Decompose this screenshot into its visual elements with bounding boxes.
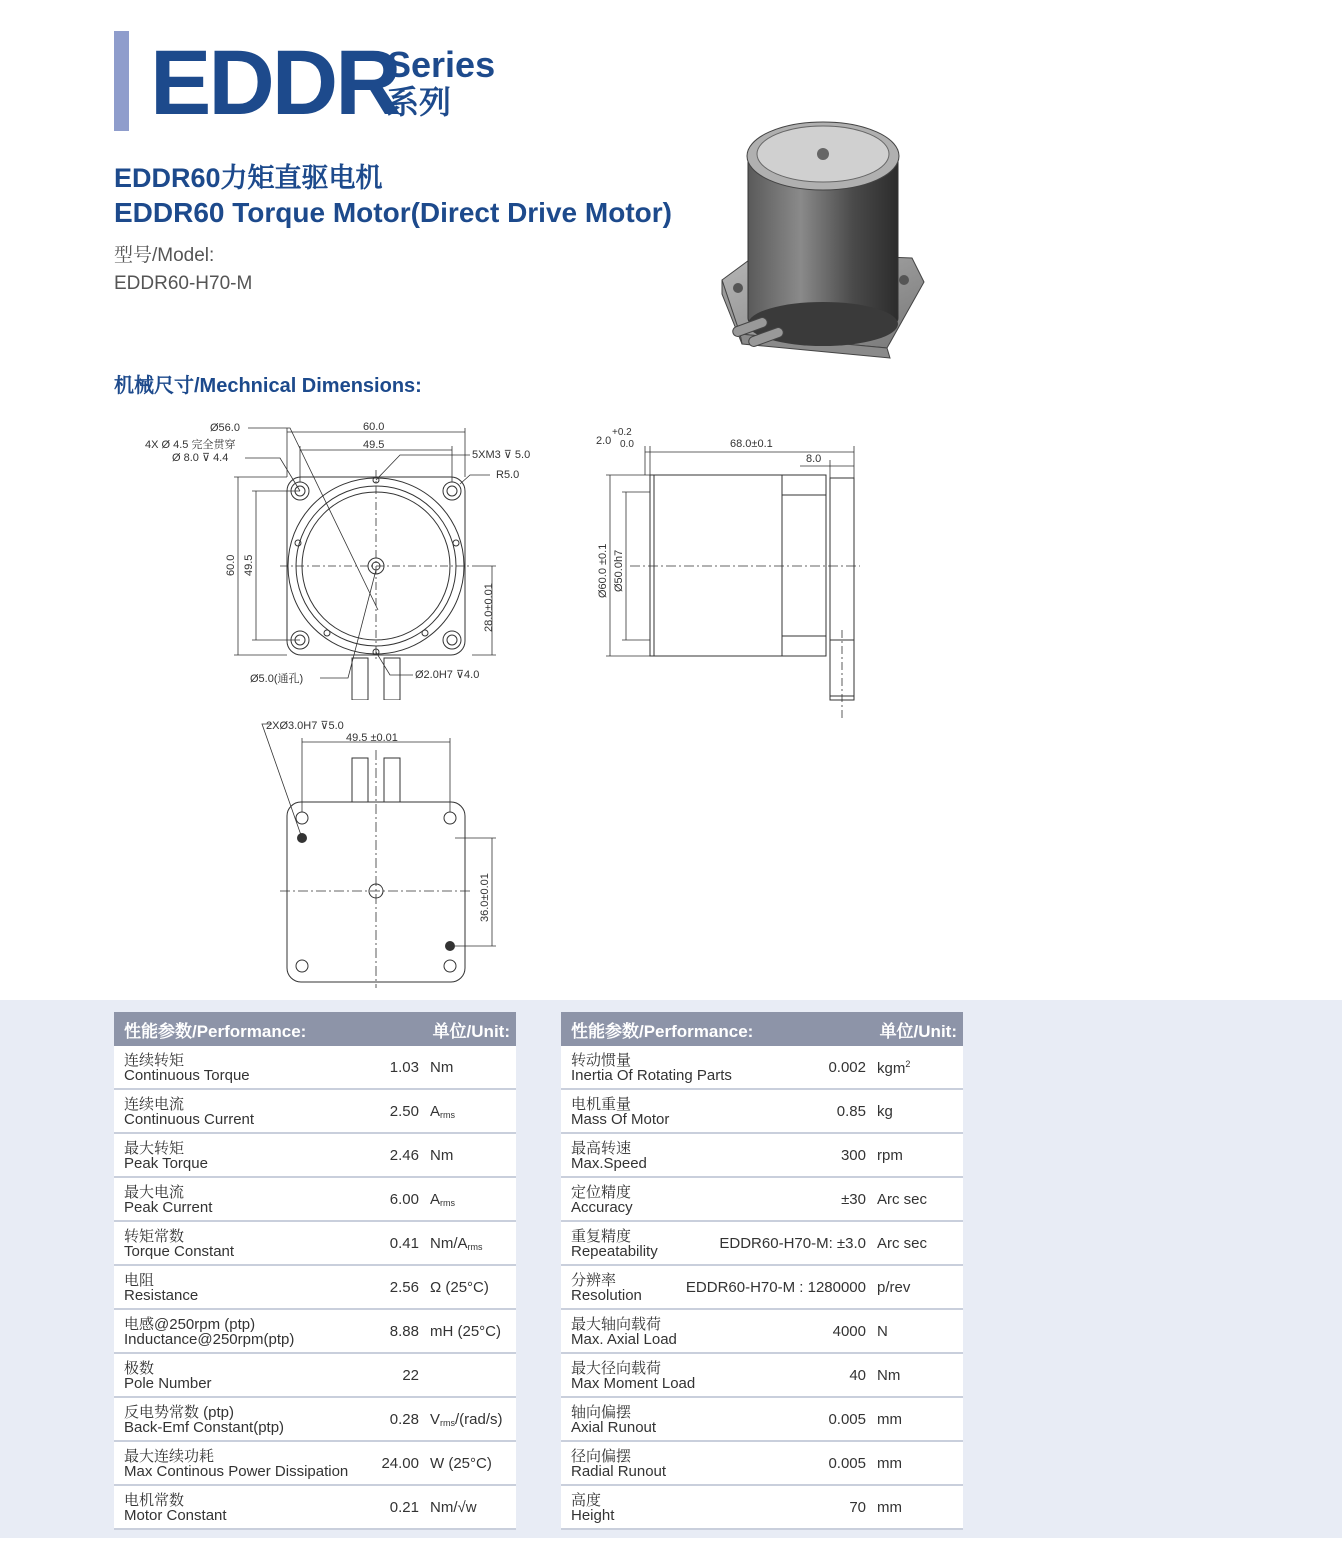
param-name-zh: 电机重量 bbox=[571, 1096, 632, 1113]
unit-subscript: rms bbox=[440, 1110, 456, 1120]
front-dim-d2: Ø2.0H7 ⊽4.0 bbox=[415, 669, 480, 681]
unit-base: Ω (25°C) bbox=[430, 1279, 489, 1296]
param-unit bbox=[430, 1103, 455, 1120]
param-name-zh: 最大连续功耗 bbox=[124, 1448, 215, 1465]
table-row bbox=[114, 1310, 516, 1354]
param-unit bbox=[877, 1059, 910, 1077]
param-name-zh: 电阻 bbox=[124, 1272, 155, 1289]
param-name-zh: 转矩常数 bbox=[124, 1228, 185, 1245]
side-dim-length: 68.0±0.1 bbox=[730, 438, 773, 450]
brand-logo: EDDR bbox=[150, 32, 399, 134]
table-row bbox=[114, 1354, 516, 1398]
unit-base: A bbox=[430, 1103, 441, 1120]
unit-superscript: 2 bbox=[905, 1059, 911, 1069]
param-unit bbox=[877, 1279, 910, 1296]
table-row bbox=[561, 1134, 963, 1178]
table-row bbox=[561, 1486, 963, 1530]
front-view-drawing bbox=[130, 410, 550, 700]
param-name-zh: 连续电流 bbox=[124, 1096, 185, 1113]
param-name-zh: 转动惯量 bbox=[571, 1052, 632, 1069]
param-unit bbox=[877, 1323, 888, 1340]
table-row bbox=[561, 1046, 963, 1090]
performance-table-right bbox=[561, 1012, 963, 1530]
table-header-label: 性能参数/Performance: bbox=[571, 1021, 754, 1041]
unit-base: p/rev bbox=[877, 1279, 911, 1296]
param-value: 0.21 bbox=[389, 1499, 419, 1516]
table-row bbox=[561, 1310, 963, 1354]
param-unit bbox=[430, 1323, 501, 1340]
param-value: 70 bbox=[849, 1499, 866, 1516]
side-view-drawing bbox=[590, 420, 870, 720]
model-label: 型号/Model: bbox=[114, 245, 215, 266]
table-row bbox=[114, 1046, 516, 1090]
unit-base: mm bbox=[877, 1455, 902, 1472]
param-unit bbox=[430, 1191, 455, 1208]
unit-base: mm bbox=[877, 1411, 902, 1428]
front-dim-w60: 60.0 bbox=[363, 421, 385, 433]
param-name-en: Repeatability bbox=[571, 1243, 658, 1260]
param-name-zh: 最大轴向载荷 bbox=[571, 1316, 662, 1333]
param-name-en: Axial Runout bbox=[571, 1419, 657, 1436]
param-unit bbox=[877, 1103, 893, 1120]
param-name-zh: 最高转速 bbox=[571, 1140, 632, 1157]
param-value: 24.00 bbox=[381, 1455, 419, 1472]
unit-base: mm bbox=[877, 1499, 902, 1516]
param-name-en: Inductance@250rpm(ptp) bbox=[124, 1331, 295, 1348]
mechanical-dimensions-heading: 机械尺寸/Mechnical Dimensions: bbox=[114, 375, 422, 397]
side-dim-d60: Ø60.0 ±0.1 bbox=[597, 543, 609, 598]
unit-base: Arc sec bbox=[877, 1235, 928, 1252]
param-unit bbox=[877, 1499, 902, 1516]
param-name-zh: 径向偏摆 bbox=[571, 1448, 632, 1465]
param-name-en: Back-Emf Constant(ptp) bbox=[124, 1419, 285, 1436]
model-value: EDDR60-H70-M bbox=[114, 273, 253, 294]
side-dim-flange: 8.0 bbox=[806, 453, 822, 465]
param-value: 2.46 bbox=[389, 1147, 419, 1164]
unit-subscript: rms bbox=[440, 1198, 456, 1208]
table-row bbox=[114, 1266, 516, 1310]
param-value: EDDR60-H70-M: ±3.0 bbox=[719, 1235, 866, 1252]
table-row bbox=[561, 1354, 963, 1398]
param-value: 0.85 bbox=[836, 1103, 866, 1120]
param-name-zh: 轴向偏摆 bbox=[571, 1404, 632, 1421]
param-name-zh: 重复精度 bbox=[571, 1228, 632, 1245]
param-name-en: Resistance bbox=[124, 1287, 199, 1304]
param-name-en: Max Continous Power Dissipation bbox=[124, 1463, 349, 1480]
unit-base: V bbox=[430, 1411, 441, 1428]
param-name-en: Max. Axial Load bbox=[571, 1331, 677, 1348]
series-label bbox=[387, 46, 495, 120]
table-row bbox=[561, 1178, 963, 1222]
param-name-en: Continuous Torque bbox=[124, 1067, 250, 1084]
front-dim-d56: Ø56.0 bbox=[210, 422, 240, 434]
param-value: 300 bbox=[840, 1147, 866, 1164]
param-name-en: Motor Constant bbox=[124, 1507, 227, 1524]
accent-bar bbox=[114, 31, 129, 131]
table-row bbox=[114, 1178, 516, 1222]
side-dim-offset-upper: +0.2 bbox=[612, 427, 632, 438]
param-name-en: Pole Number bbox=[124, 1375, 212, 1392]
front-dim-holes: 4X Ø 4.5 完全贯穿 bbox=[145, 439, 236, 451]
series-zh: 系列 bbox=[387, 84, 452, 120]
bottom-dim-h36: 36.0±0.01 bbox=[479, 873, 491, 922]
param-value: ±30 bbox=[841, 1191, 866, 1208]
unit-base: W (25°C) bbox=[430, 1455, 492, 1472]
param-name-en: Resolution bbox=[571, 1287, 642, 1304]
param-unit bbox=[430, 1455, 492, 1472]
table-row bbox=[561, 1398, 963, 1442]
param-name-en: Peak Torque bbox=[124, 1155, 208, 1172]
front-dim-h60: 60.0 bbox=[225, 554, 237, 576]
unit-base: N bbox=[877, 1323, 888, 1340]
table-row bbox=[561, 1222, 963, 1266]
table-row bbox=[114, 1442, 516, 1486]
param-value: 0.28 bbox=[389, 1411, 419, 1428]
unit-base: kg bbox=[877, 1103, 893, 1120]
front-dim-thread: 5XM3 ⊽ 5.0 bbox=[472, 449, 531, 461]
param-name-en: Max.Speed bbox=[571, 1155, 647, 1172]
param-value: 0.41 bbox=[389, 1235, 419, 1252]
unit-base: mH (25°C) bbox=[430, 1323, 502, 1340]
motor-product-image bbox=[712, 112, 942, 362]
param-name-zh: 电感@250rpm (ptp) bbox=[124, 1316, 256, 1333]
product-title-zh: EDDR60力矩直驱电机 bbox=[114, 163, 383, 193]
side-dim-offset: 2.0 bbox=[596, 435, 612, 447]
page-bottom-strip bbox=[0, 1538, 1342, 1550]
front-dim-w495: 49.5 bbox=[363, 439, 385, 451]
param-unit bbox=[430, 1411, 503, 1428]
table-header-unit: 单位/Unit: bbox=[432, 1021, 510, 1041]
table-header bbox=[561, 1012, 963, 1046]
unit-base: Nm/√w bbox=[430, 1499, 477, 1516]
param-name-en: Accuracy bbox=[571, 1199, 633, 1216]
unit-base: kgm bbox=[877, 1060, 906, 1077]
bottom-dim-w495: 49.5 ±0.01 bbox=[346, 732, 398, 744]
table-row bbox=[114, 1090, 516, 1134]
param-name-zh: 最大径向载荷 bbox=[571, 1360, 662, 1377]
table-row bbox=[561, 1266, 963, 1310]
front-dim-counterbore: Ø 8.0 ⊽ 4.4 bbox=[172, 452, 229, 464]
unit-subscript: rms bbox=[467, 1242, 483, 1252]
table-header-unit: 单位/Unit: bbox=[879, 1021, 957, 1041]
param-value: 8.88 bbox=[389, 1323, 419, 1340]
front-dim-d5: Ø5.0(通孔) bbox=[250, 673, 304, 685]
param-name-en: Torque Constant bbox=[124, 1243, 235, 1260]
front-dim-h28: 28.0±0.01 bbox=[483, 583, 495, 632]
unit-base: Nm bbox=[430, 1059, 454, 1076]
bottom-dim-pins: 2XØ3.0H7 ⊽5.0 bbox=[266, 720, 344, 732]
table-row bbox=[114, 1134, 516, 1178]
table-header-label: 性能参数/Performance: bbox=[124, 1021, 307, 1041]
param-name-en: Height bbox=[571, 1507, 615, 1524]
param-unit bbox=[430, 1059, 453, 1076]
param-name-zh: 反电势常数 (ptp) bbox=[124, 1404, 235, 1421]
front-dim-radius: R5.0 bbox=[496, 469, 520, 481]
table-row bbox=[114, 1486, 516, 1530]
param-value: 0.002 bbox=[828, 1059, 866, 1076]
param-unit bbox=[877, 1235, 927, 1252]
param-unit bbox=[430, 1279, 489, 1296]
param-name-en: Max Moment Load bbox=[571, 1375, 696, 1392]
unit-suffix: /(rad/s) bbox=[455, 1411, 503, 1428]
front-dim-h495: 49.5 bbox=[243, 554, 255, 576]
unit-base: Nm bbox=[430, 1147, 454, 1164]
param-value: 6.00 bbox=[389, 1191, 419, 1208]
param-value: 2.50 bbox=[389, 1103, 419, 1120]
param-unit bbox=[877, 1191, 927, 1208]
param-unit bbox=[877, 1455, 902, 1472]
series-en: Series bbox=[387, 44, 496, 85]
param-unit bbox=[430, 1235, 483, 1252]
param-name-zh: 高度 bbox=[571, 1492, 602, 1509]
unit-base: Nm/A bbox=[430, 1235, 468, 1252]
param-unit bbox=[877, 1411, 902, 1428]
param-name-zh: 最大电流 bbox=[124, 1184, 185, 1201]
unit-base: Arc sec bbox=[877, 1191, 928, 1208]
param-name-zh: 电机常数 bbox=[124, 1492, 185, 1509]
param-value: 0.005 bbox=[828, 1455, 866, 1472]
performance-table-left bbox=[114, 1012, 516, 1530]
param-unit bbox=[430, 1147, 453, 1164]
param-name-zh: 分辨率 bbox=[571, 1272, 617, 1289]
bottom-view-drawing bbox=[250, 710, 520, 995]
param-unit bbox=[877, 1147, 903, 1164]
param-name-en: Continuous Current bbox=[124, 1111, 255, 1128]
table-row bbox=[114, 1398, 516, 1442]
unit-base: Nm bbox=[877, 1367, 901, 1384]
param-unit bbox=[430, 1499, 477, 1516]
unit-base: A bbox=[430, 1191, 441, 1208]
param-value: EDDR60-H70-M : 1280000 bbox=[685, 1279, 866, 1296]
param-value: 2.56 bbox=[389, 1279, 419, 1296]
param-value: 4000 bbox=[832, 1323, 866, 1340]
product-title-en: EDDR60 Torque Motor(Direct Drive Motor) bbox=[114, 197, 672, 228]
param-name-en: Inertia Of Rotating Parts bbox=[571, 1067, 732, 1084]
param-name-zh: 极数 bbox=[124, 1360, 155, 1377]
param-value: 22 bbox=[402, 1367, 419, 1384]
param-name-zh: 最大转矩 bbox=[124, 1140, 185, 1157]
param-value: 0.005 bbox=[828, 1411, 866, 1428]
param-name-en: Peak Current bbox=[124, 1199, 213, 1216]
param-name-zh: 连续转矩 bbox=[124, 1052, 185, 1069]
param-name-zh: 定位精度 bbox=[571, 1184, 632, 1201]
param-value: 1.03 bbox=[389, 1059, 419, 1076]
table-row bbox=[561, 1442, 963, 1486]
side-dim-d50: Ø50.0h7 bbox=[613, 549, 625, 592]
unit-subscript: rms bbox=[440, 1418, 456, 1428]
table-header bbox=[114, 1012, 516, 1046]
param-name-en: Mass Of Motor bbox=[571, 1111, 670, 1128]
unit-base: rpm bbox=[877, 1147, 903, 1164]
param-name-en: Radial Runout bbox=[571, 1463, 667, 1480]
param-unit bbox=[877, 1367, 900, 1384]
table-row bbox=[114, 1222, 516, 1266]
side-dim-offset-lower: 0.0 bbox=[620, 439, 634, 450]
param-value: 40 bbox=[849, 1367, 866, 1384]
table-row bbox=[561, 1090, 963, 1134]
